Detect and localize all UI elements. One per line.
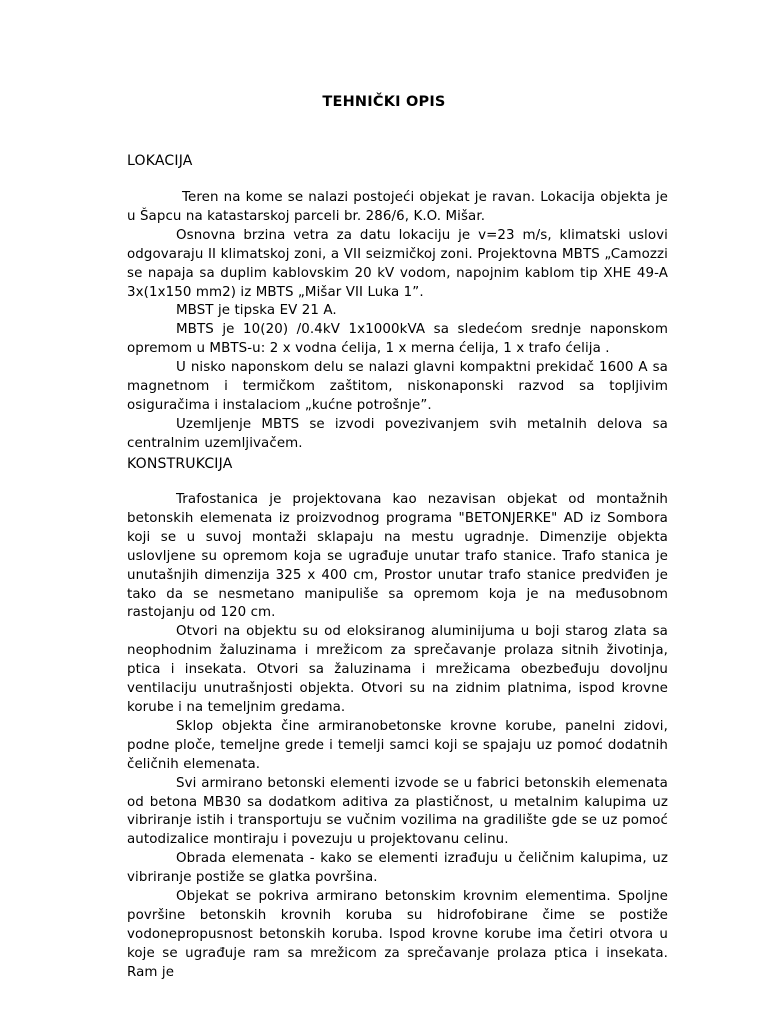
paragraph: Objekat se pokriva armirano betonskim krovnim elementima. Spoljne površine betonskih krovnih koruba su hidrofobirane čime se postiže vodonepropusnost betonskih koruba. Ispod krovne korube ima četiri otvora u koje se ugrađuje ram sa mrežicom za sprečavanje prolaza ptica i insekata. Ram je [127,889,668,980]
section-body-konstrukcija [127,491,668,983]
document-title: TEHNIČKI OPIS [322,94,446,110]
paragraph: MBTS je 10(20) /0.4kV 1x1000kVA sa sledećom srednje naponskom opremom u MBTS-u: 2 x vodna ćelija, 1 x merna ćelija, 1 x trafo ćelija . [127,322,668,357]
section-heading-lokacija: LOKACIJA [127,153,193,169]
paragraph: Sklop objekta čine armiranobetonske krovne korube, panelni zidovi, podne ploče, temeljne grede i temelji samci koji se spajaju uz pomoć dodatnih čeličnih elemenata. [127,718,668,772]
section-heading-konstrukcija: KONSTRUKCIJA [127,456,233,472]
paragraph: Trafostanica je projektovana kao nezavisan objekat od montažnih betonskih elemenata iz proizvodnog programa "BETONJERKE" AD iz Sombora koji se u suvoj montaži sklapaju na mestu ugradnje. Dimenzije objekta uslovljene su opremom koja se ugrađuje unutar trafo stanice. Trafo stanica je unutašnjih dimenzija 325 x 400 cm, Prostor unutar trafo stanice predviđen je tako da se nesmetano manipuliše sa opremom koja je na međusobnom rastojanju od 120 cm. [127,492,668,621]
paragraph: Obrada elemenata - kako se elementi izrađuju u čeličnim kalupima, uz vibriranje postiže se glatka površina. [127,851,668,886]
paragraph: Svi armirano betonski elementi izvode se u fabrici betonskih elemenata od betona MB30 sa dodatkom aditiva za plastičnost, u metalnim kalupima uz vibriranje istih i transportuju se vučnim vozilima na gradilište gde se uz pomoć autodizalice montiraju i povezuju u projektovanu celinu. [127,775,668,848]
paragraph: Osnovna brzina vetra za datu lokaciju je v=23 m/s, klimatski uslovi odgovaraju II klimatskoj zoni, a VII seizmičkoj zoni. Projektovna MBTS „Camozzi se napaja sa duplim kablovskim 20 kV vodom, napojnim kablom tip XHE 49-A 3x(1x150 mm2) iz MBTS „Mišar VII Luka 1”. [127,227,668,300]
paragraph: MBST je tipska EV 21 A. [176,303,337,319]
section-body-lokacija [127,189,668,454]
paragraph: U nisko naponskom delu se nalazi glavni kompaktni prekidač 1600 A sa magnetnom i termičkom zaštitom, niskonaponski razvod sa topljivim osiguračima i instalaciom „kućne potrošnje”. [127,360,668,413]
paragraph: Otvori na objektu su od eloksiranog aluminijuma u boji starog zlata sa neophodnim žaluzinama i mrežicom za sprečavanje prolaza sitnih životinja, ptica i insekata. Otvori sa žaluzinama i mrežicama obezbeđuju dovoljnu ventilaciju unutrašnjosti objekta. Otvori su na zidnim platnima, ispod krovne korube i na temeljnim gredama. [127,624,668,715]
paragraph: Uzemljenje MBTS se izvodi povezivanjem svih metalnih delova sa centralnim uzemljivačem. [127,416,668,451]
paragraph: Teren na kome se nalazi postojeći objekat je ravan. Lokacija objekta je u Šapcu na katastarskoj parceli br. 286/6, K.O. Mišar. [127,190,668,224]
